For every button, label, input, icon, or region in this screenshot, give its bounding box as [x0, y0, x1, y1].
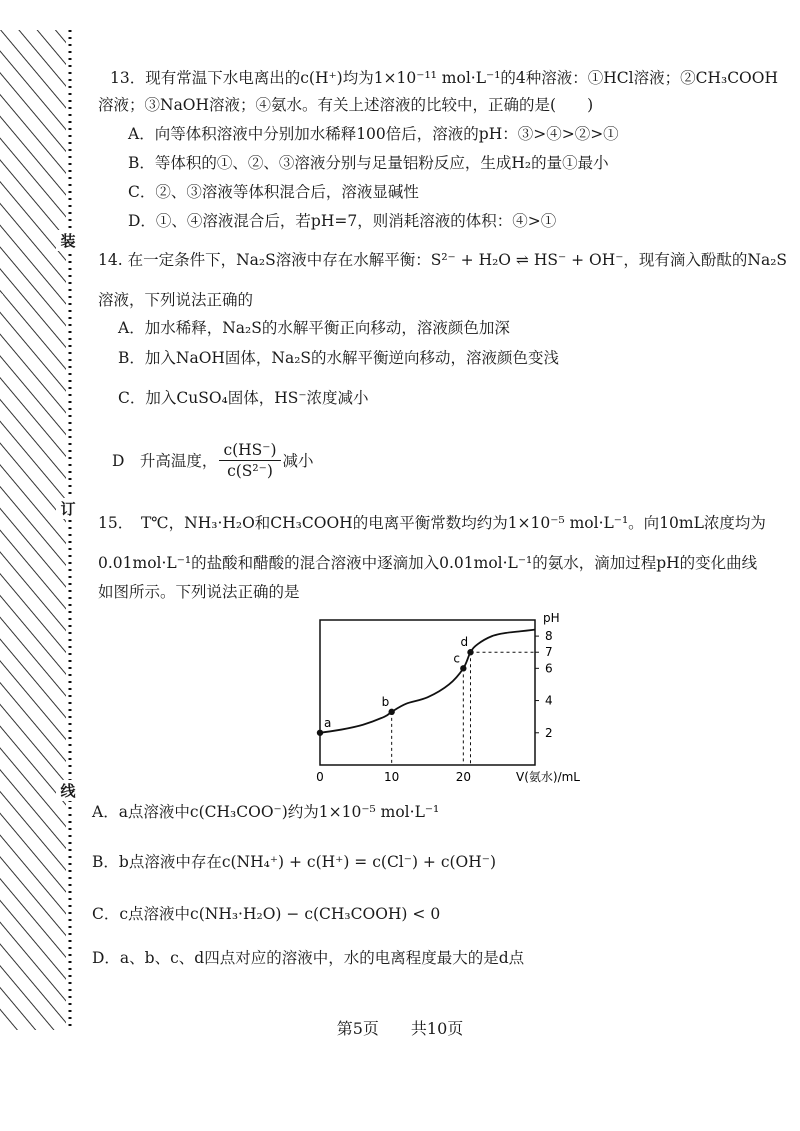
ph-curve — [320, 630, 535, 733]
q13-option-a: A．向等体积溶液中分别加水稀释100倍后，溶液的pH：③>④>②>① — [128, 125, 619, 143]
q14-option-c: C．加入CuSO₄固体，HS⁻浓度减小 — [118, 389, 369, 407]
q15-option-d: D．a、b、c、d四点对应的溶液中，水的电离程度最大的是d点 — [92, 949, 525, 967]
point-c — [460, 665, 466, 671]
binding-label-xian: 线 — [56, 780, 80, 801]
point-label-c: c — [453, 651, 460, 666]
y-tick-label: 8 — [545, 629, 553, 644]
q14-option-d-fraction — [219, 440, 280, 481]
q15-stem-line1: 15． T℃，NH₃·H₂O和CH₃COOH的电离平衡常数均约为1×10⁻⁵ mol·L⁻¹。向10mL浓度均为 — [98, 514, 766, 532]
x-tick-label: 10 — [384, 770, 400, 784]
y-tick-label: 4 — [545, 693, 553, 708]
q14-option-b: B．加入NaOH固体，Na₂S的水解平衡逆向移动，溶液颜色变浅 — [118, 349, 560, 367]
binding-hatching — [0, 30, 80, 1030]
q14-option-d — [112, 440, 314, 481]
fraction-numerator: c(HS⁻) — [219, 440, 280, 461]
chart-svg — [305, 610, 595, 790]
q13-option-d: D．①、④溶液混合后，若pH=7，则消耗溶液的体积：④>① — [128, 212, 557, 230]
q15-stem-line2: 0.01mol·L⁻¹的盐酸和醋酸的混合溶液中逐滴加入0.01mol·L⁻¹的氨水，滴加过程pH的变化曲线 — [98, 554, 758, 572]
ph-titration-chart — [305, 610, 595, 790]
point-label-b: b — [381, 694, 390, 709]
q15-option-a: A．a点溶液中c(CH₃COO⁻)约为1×10⁻⁵ mol·L⁻¹ — [92, 803, 440, 821]
q13-option-b: B．等体积的①、②、③溶液分别与足量铝粉反应，生成H₂的量①最小 — [128, 154, 609, 172]
x-tick-label: 20 — [455, 770, 471, 784]
q14-stem-line2: 溶液，下列说法正确的 — [98, 291, 254, 309]
point-a — [317, 730, 323, 736]
q13-stem-line1: 13．现有常温下水电离出的c(H⁺)均为1×10⁻¹¹ mol·L⁻¹的4种溶液：①HCl溶液；②CH₃COOH — [110, 69, 778, 87]
q13-stem-line2: 溶液；③NaOH溶液；④氨水。有关上述溶液的比较中，正确的是( ) — [98, 96, 594, 114]
q14-option-d-prefix: D 升高温度， — [112, 451, 218, 470]
y-tick-label: 2 — [545, 725, 553, 740]
x-axis-label: V(氨水)/mL — [516, 770, 580, 784]
point-d — [467, 649, 473, 655]
chart-frame — [320, 620, 535, 765]
binding-margin — [0, 30, 80, 1030]
binding-label-zhuang: 装 — [56, 230, 80, 251]
y-tick-label: 6 — [545, 661, 553, 676]
point-label-a: a — [324, 715, 332, 730]
binding-label-ding: 订 — [56, 498, 80, 519]
q14-option-d-suffix: 减小 — [282, 451, 314, 470]
point-b — [388, 709, 394, 715]
page-footer: 第5页 共10页 — [336, 1019, 464, 1038]
fraction-denominator: c(S²⁻) — [227, 462, 273, 480]
q13-option-c: C．②、③溶液等体积混合后，溶液显碱性 — [128, 183, 419, 201]
q15-option-c: C．c点溶液中c(NH₃·H₂O) − c(CH₃COOH) < 0 — [92, 905, 441, 923]
q15-stem-line3: 如图所示。下列说法正确的是 — [98, 583, 300, 601]
point-label-d: d — [460, 635, 469, 650]
x-tick-label: 0 — [316, 770, 324, 784]
y-tick-label: 7 — [545, 645, 553, 660]
q15-option-b: B．b点溶液中存在c(NH₄⁺) + c(H⁺) = c(Cl⁻) + c(OH⁻) — [92, 853, 497, 871]
q14-stem-line1: 14. 在一定条件下，Na₂S溶液中存在水解平衡：S²⁻ + H₂O ⇌ HS⁻ + OH⁻，现有滴入酚酞的Na₂S — [98, 251, 788, 269]
y-axis-label: pH — [543, 611, 560, 625]
q14-option-a: A．加水稀释，Na₂S的水解平衡正向移动，溶液颜色加深 — [118, 319, 510, 337]
